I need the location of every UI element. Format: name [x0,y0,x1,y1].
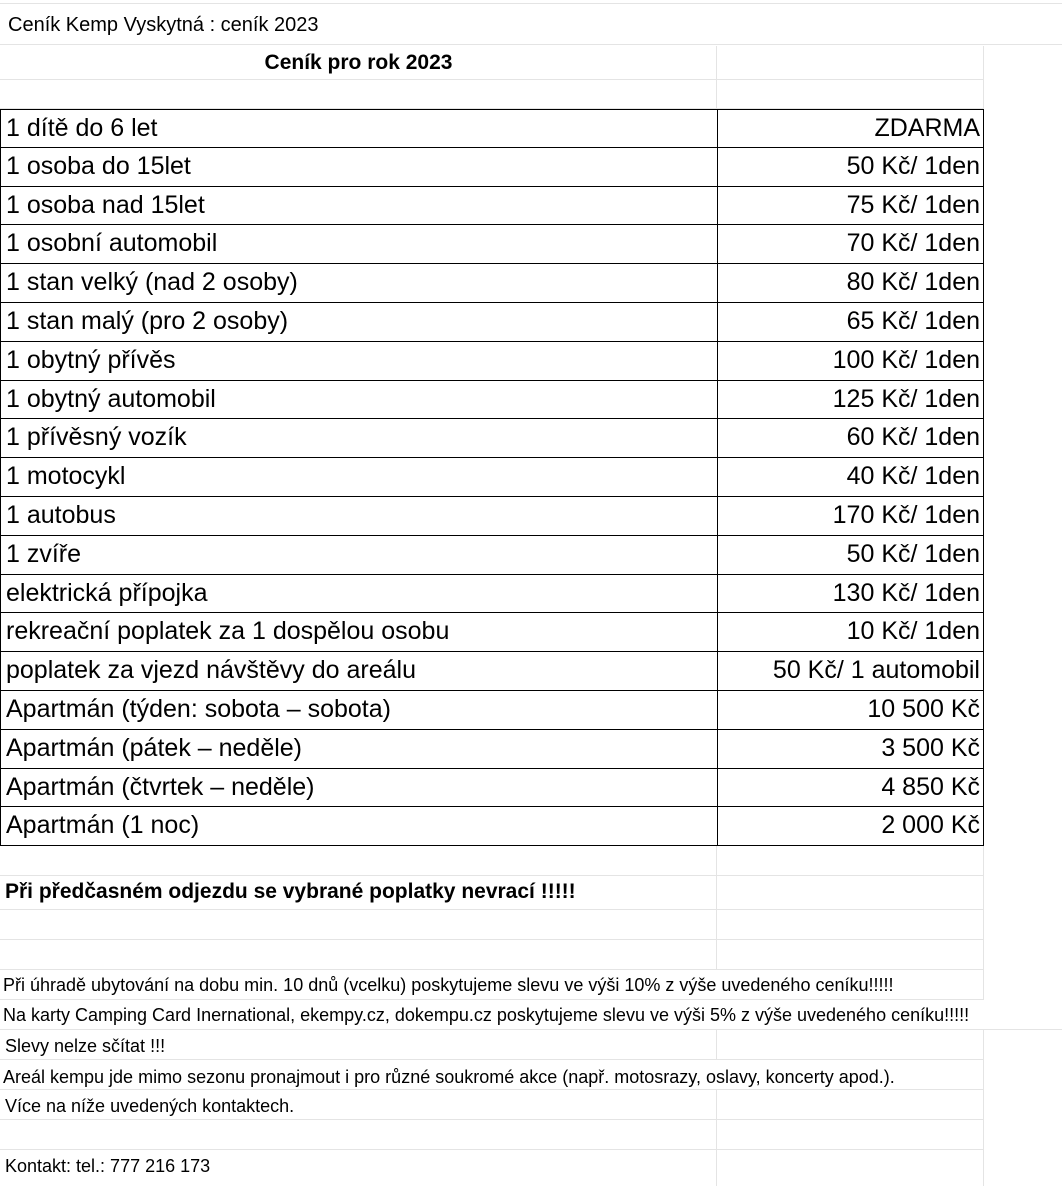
grid-cell [717,1120,984,1150]
note-discount-10: Při úhradě ubytování na dobu min. 10 dnů (vcelku) poskytujeme slevu ve výši 10% z výše uvedeného ceníku!!!!! [3,975,894,995]
item-label: 1 autobus [6,500,116,529]
price-table [0,109,984,846]
sheet-title: Ceník Kemp Vyskytná : ceník 2023 [8,14,319,36]
grid-cell [0,940,717,970]
item-price: 50 Kč/ 1 automobil [772,656,980,685]
grid-cell [717,46,984,80]
item-price: 2 000 Kč [881,811,980,840]
item-price: 40 Kč/ 1den [846,462,980,491]
grid-cell [717,940,984,970]
item-label: 1 osoba nad 15let [6,190,205,219]
grid-cell [717,846,984,876]
item-label: 1 stan malý (pro 2 osoby) [6,306,289,335]
grid-cell [0,1120,717,1150]
table-row [0,419,984,458]
table-row [0,730,984,769]
table-row [0,575,984,614]
item-price: 65 Kč/ 1den [846,306,980,335]
grid-cell [717,1030,984,1060]
item-label: Apartmán (pátek – neděle) [6,733,303,762]
table-row [0,225,984,264]
table-row [0,458,984,497]
item-price: 100 Kč/ 1den [832,345,980,374]
table-row [0,303,984,342]
item-label: 1 motocykl [6,462,126,491]
item-label: Apartmán (1 noc) [6,811,200,840]
table-row [0,536,984,575]
grid-cell [717,80,984,109]
item-label: 1 zvíře [6,539,82,568]
item-price: 130 Kč/ 1den [832,578,980,607]
table-row [0,342,984,381]
item-price: 170 Kč/ 1den [832,500,980,529]
note-discount-5: Na karty Camping Card Inernational, ekempy.cz, dokempu.cz poskytujeme slevu ve výši 5% z výše uvedeného ceníku!!!!! [3,1005,970,1025]
sheet-title-bar [0,3,1062,45]
item-price: 70 Kč/ 1den [846,229,980,258]
grid-cell [717,1150,984,1186]
table-row [0,691,984,730]
item-label: 1 osobní automobil [6,229,218,258]
note-rental: Areál kempu jde mimo sezonu pronajmout i pro různé soukromé akce (např. motosrazy, oslavy, koncerty apod.). [3,1067,895,1087]
item-price: 10 Kč/ 1den [846,617,980,646]
item-price: 50 Kč/ 1den [846,151,980,180]
item-label: 1 obytný přívěs [6,345,176,374]
item-label: 1 stan velký (nad 2 osoby) [6,268,298,297]
item-label: 1 dítě do 6 let [6,114,158,142]
grid-cell [717,876,984,910]
item-label: rekreační poplatek za 1 dospělou osobu [6,617,450,646]
note-no-combine: Slevy nelze sčítat !!! [5,1036,166,1056]
item-label: elektrická přípojka [6,578,208,607]
item-price: ZDARMA [874,114,980,142]
item-label: 1 přívěsný vozík [6,423,187,452]
contact-phone: Kontakt: tel.: 777 216 173 [5,1156,211,1176]
note-more-info: Více na níže uvedených kontaktech. [5,1096,295,1116]
item-label: Apartmán (čtvrtek – neděle) [6,772,315,801]
item-price: 10 500 Kč [867,694,980,723]
item-label: 1 obytný automobil [6,384,216,413]
table-row [0,381,984,420]
item-label: 1 osoba do 15let [6,151,191,180]
item-price: 4 850 Kč [881,772,980,801]
table-row [0,148,984,187]
table-row [0,652,984,691]
item-label: poplatek za vjezd návštěvy do areálu [6,656,416,685]
item-price: 60 Kč/ 1den [846,423,980,452]
page-title: Ceník pro rok 2023 [264,51,453,74]
grid-cell [0,80,717,109]
table-row [0,109,984,148]
table-row [0,769,984,808]
grid-cell [717,1090,984,1120]
item-price: 125 Kč/ 1den [832,384,980,413]
item-price: 3 500 Kč [881,733,980,762]
item-price: 75 Kč/ 1den [846,190,980,219]
item-price: 50 Kč/ 1den [846,539,980,568]
table-row [0,187,984,226]
grid-cell [0,846,717,876]
table-row [0,613,984,652]
refund-warning: Při předčasném odjezdu se vybrané poplatky nevrací !!!!! [5,880,576,903]
table-row [0,497,984,536]
grid-cell [717,910,984,940]
table-row [0,264,984,303]
item-label: Apartmán (týden: sobota – sobota) [6,694,391,723]
grid-cell [0,910,717,940]
table-row [0,807,984,846]
item-price: 80 Kč/ 1den [846,268,980,297]
